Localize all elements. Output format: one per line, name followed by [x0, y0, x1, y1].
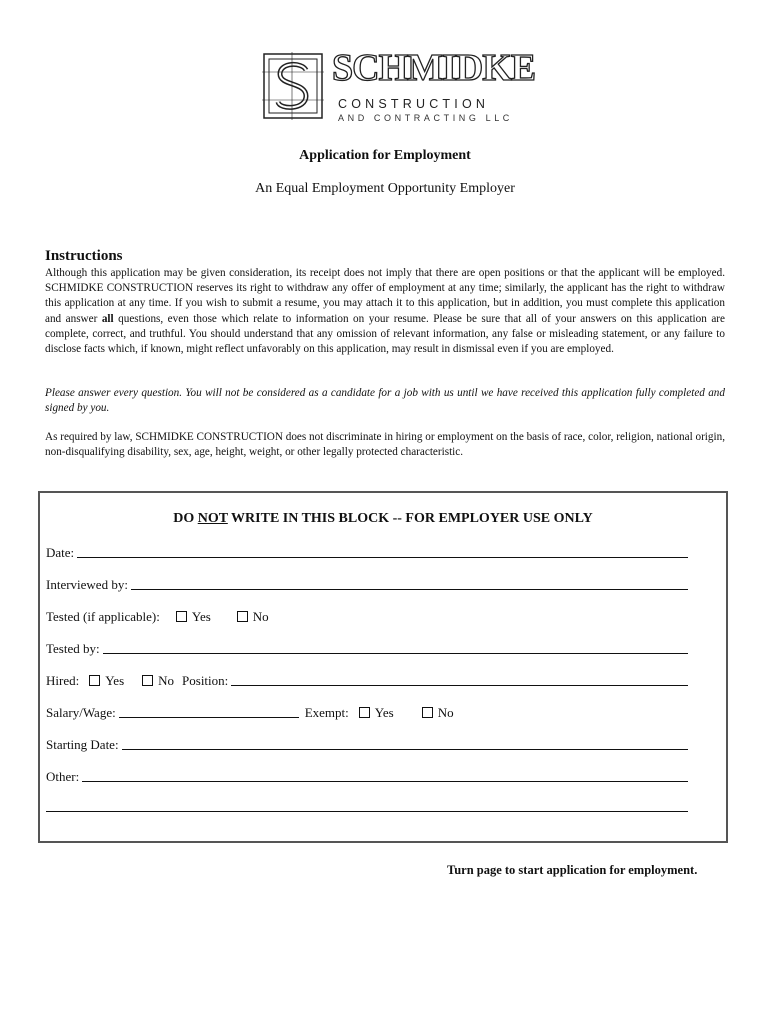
- interviewed-row: [46, 575, 688, 593]
- exempt-yes-option: [359, 705, 394, 721]
- hired-yes-label: Yes: [105, 673, 125, 688]
- tested-by-row: [46, 639, 688, 657]
- hired-row: [46, 671, 688, 689]
- logo-brand-text: SCHMIDKE: [332, 47, 536, 89]
- other-field-continuation[interactable]: [46, 811, 688, 812]
- interviewed-label: Interviewed by:: [46, 577, 128, 592]
- instructions-heading: Instructions: [45, 248, 123, 264]
- starting-date-row: [46, 735, 688, 753]
- starting-date-label: Starting Date:: [46, 737, 119, 752]
- hired-yes-checkbox[interactable]: [89, 675, 100, 686]
- tested-label: Tested (if applicable):: [46, 609, 160, 624]
- other-field[interactable]: [82, 781, 688, 782]
- logo-contracting-text: AND CONTRACTING LLC: [338, 113, 513, 123]
- tested-no-label: No: [252, 609, 269, 624]
- tested-yes-label: Yes: [191, 609, 211, 624]
- tested-by-field[interactable]: [103, 653, 688, 654]
- exempt-yes-checkbox[interactable]: [359, 707, 370, 718]
- date-field[interactable]: [77, 557, 688, 558]
- footer-note: Turn page to start application for employment.: [447, 863, 698, 877]
- hired-no-label: No: [158, 673, 175, 688]
- hired-label: Hired:: [46, 673, 80, 688]
- instructions-p1-text-a: Although this application may be given consideration, its receipt does not imply that there are open positions or that the applicant will be employed. SCHMIDKE CONSTRUCTION reserves its right to withdraw any offer of employment at any time; similarly, the applicant has the right to withdraw this application at any time. If you wish to submit a resume, you may attach it to this application, but in addition, you must complete this application and answer: [45, 267, 725, 325]
- page-title: Application for Employment: [299, 148, 471, 163]
- position-label: Position:: [182, 673, 229, 688]
- salary-row: [46, 703, 688, 721]
- tested-yes-option: [176, 609, 211, 625]
- other-row: [46, 767, 688, 785]
- other-label: Other:: [46, 769, 80, 784]
- tested-no-checkbox[interactable]: [237, 611, 248, 622]
- exempt-yes-label: Yes: [374, 705, 394, 720]
- tested-row: [46, 607, 688, 625]
- date-label: Date:: [46, 545, 75, 560]
- instructions-paragraph-3: As required by law, SCHMIDKE CONSTRUCTION does not discriminate in hiring or employment on the basis of race, color, religion, national origin, non-disqualifying disability, sex, age, height, weight, or other legally protected characteristic.: [45, 431, 725, 459]
- hired-no-checkbox[interactable]: [142, 675, 153, 686]
- exempt-no-label: No: [437, 705, 454, 720]
- hired-no-option: [142, 673, 174, 689]
- company-logo: [262, 47, 536, 124]
- heading-rest: WRITE IN THIS BLOCK -- FOR EMPLOYER USE ONLY: [227, 511, 593, 526]
- exempt-label: Exempt:: [304, 705, 349, 720]
- instructions-paragraph-1: [45, 266, 725, 357]
- exempt-no-checkbox[interactable]: [422, 707, 433, 718]
- tested-no-option: [237, 609, 269, 625]
- starting-date-field[interactable]: [122, 749, 688, 750]
- salary-label: Salary/Wage:: [46, 705, 116, 720]
- schmidke-s-logo-icon: [262, 52, 324, 120]
- exempt-no-option: [422, 705, 454, 721]
- instructions-paragraph-2: Please answer every question. You will not be considered as a candidate for a job with us until we have received this application fully completed and signed by you.: [45, 387, 725, 415]
- position-field[interactable]: [231, 685, 688, 686]
- hired-yes-option: [89, 673, 124, 689]
- heading-not: NOT: [197, 511, 228, 526]
- salary-field[interactable]: [119, 717, 299, 718]
- date-row: [46, 543, 688, 561]
- interviewed-field[interactable]: [131, 589, 688, 590]
- instructions-p1-bold: all: [101, 312, 114, 325]
- employer-use-block: [38, 491, 728, 843]
- heading-do: DO: [173, 511, 198, 526]
- tested-by-label: Tested by:: [46, 641, 100, 656]
- instructions-p1-text-b: questions, even those which relate to information on your resume. Please be sure that all of your answers on this application are complete, correct, and truthful. You should understand that any omission of relevant information, any false or misleading statement, or any failure to disclose facts which, if known, might reflect unfavorably on this application, may result in dismissal even if you are employed.: [45, 312, 726, 356]
- page-subtitle: An Equal Employment Opportunity Employer: [255, 181, 515, 196]
- tested-yes-checkbox[interactable]: [176, 611, 187, 622]
- logo-construction-text: CONSTRUCTION: [338, 97, 490, 111]
- employer-block-heading: [40, 511, 726, 527]
